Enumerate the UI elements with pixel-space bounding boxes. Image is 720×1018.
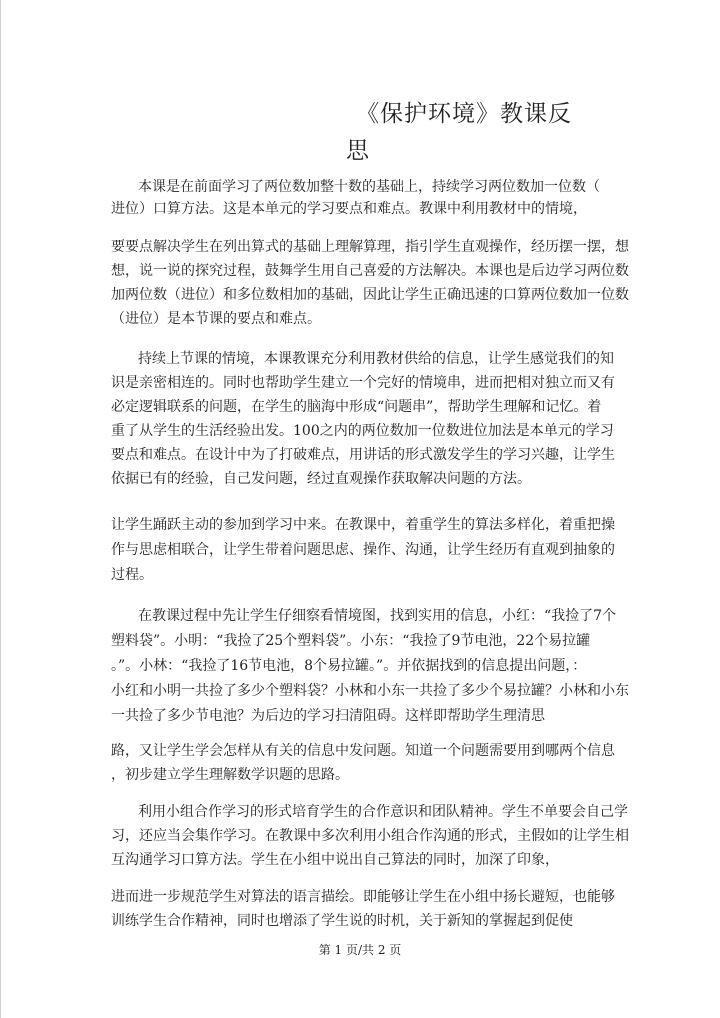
- text-line: （进位）是本节课的要点和难点。: [111, 311, 321, 327]
- text-line: 互沟通学习口算方法。学生在小组中说出自己算法的同时，加深了印象，: [111, 852, 559, 868]
- text-line: 要要点解决学生在列出算式的基础上理解算理，指引学生直观操作，经历摆一摆，想: [111, 239, 629, 255]
- text-line: 进而进一步规范学生对算法的语言描绘。即能够让学生在小组中扬长避短，也能够: [111, 889, 615, 905]
- text-line: 。”。小林：“我捡了16节电池，8个易拉罐。”。并依据找到的信息提出问题，：: [111, 658, 587, 674]
- text-line: ，初步建立学生理解数学识题的思路。: [111, 767, 349, 783]
- text-line: 一共捡了多少节电池？为后边的学习扫清阻碍。这样即帮助学生理清思: [111, 708, 545, 724]
- text-line: 本课是在前面学习了两位数加整十数的基础上，持续学习两位数加一位数（: [138, 179, 600, 195]
- text-line: 塑料袋”。小明：“我捡了25个塑料袋”。小东：“我捡了9节电池，22个易拉罐: [111, 633, 591, 649]
- text-line: 训练学生合作精神，同时也增添了学生说的时机，关于新知的掌握起到促使: [111, 913, 573, 929]
- text-line: 识是亲密相连的。同时也帮助学生建立一个完好的情境串，进而把相对独立而又有: [111, 375, 615, 391]
- text-line: 作与思虑相联合，让学生带着问题思虑、操作、沟通，让学生经历有直观到抽象的: [111, 542, 615, 558]
- text-line: 想，说一说的探究过程，鼓舞学生用自己喜爱的方法解决。本课也是后边学习两位数: [111, 263, 629, 279]
- text-line: 重了从学生的生活经验出发。100之内的两位数加一位数进位加法是本单元的学习: [111, 423, 614, 439]
- text-line: 让学生踊跃主动的参加到学习中来。在教课中，着重学生的算法多样化，着重把操: [111, 517, 615, 533]
- text-line: 在教课过程中先让学生仔细察看情境图，找到实用的信息，小红：“我捡了7个: [138, 608, 617, 624]
- text-line: 习，还应当会集作学习。在教课中多次利用小组合作沟通的形式，主假如的让学生相: [111, 828, 629, 844]
- text-line: 必定逻辑联系的问题，在学生的脑海中形成“问题串”，帮助学生理解和记忆。着: [111, 399, 602, 415]
- text-line: 进位）口算方法。这是本单元的学习要点和难点。教课中利用教材中的情境，: [111, 201, 587, 217]
- document-title-line-2: 思: [346, 138, 370, 164]
- text-line: 利用小组合作学习的形式培育学生的合作意识和团队精神。学生不单要会自己学: [138, 804, 628, 820]
- page-left-border: [0, 0, 1, 1018]
- text-line: 路，又让学生学会怎样从有关的信息中发问题。知道一个问题需要用到哪两个信息: [111, 743, 615, 759]
- text-line: 要点和难点。在设计中为了打破难点，用讲话的形式激发学生的学习兴趣，让学生: [111, 447, 615, 463]
- document-title-line-1: 《保护环境》教课反: [356, 101, 572, 127]
- text-line: 过程。: [111, 567, 153, 583]
- text-line: 小红和小明一共捡了多少个塑料袋？小林和小东一共捡了多少个易拉罐？小林和小东: [111, 683, 629, 699]
- text-line: 依据已有的经验，自己发问题，经过直观操作获取解决问题的方法。: [111, 471, 531, 487]
- page-number-footer: 第 1 页/共 2 页: [318, 943, 402, 957]
- text-line: 持续上节课的情境，本课教课充分利用教材供给的信息，让学生感觉我们的知: [138, 351, 614, 367]
- text-line: 加两位数（进位）和多位数相加的基础，因此让学生正确迅速的口算两位数加一位数: [111, 287, 629, 303]
